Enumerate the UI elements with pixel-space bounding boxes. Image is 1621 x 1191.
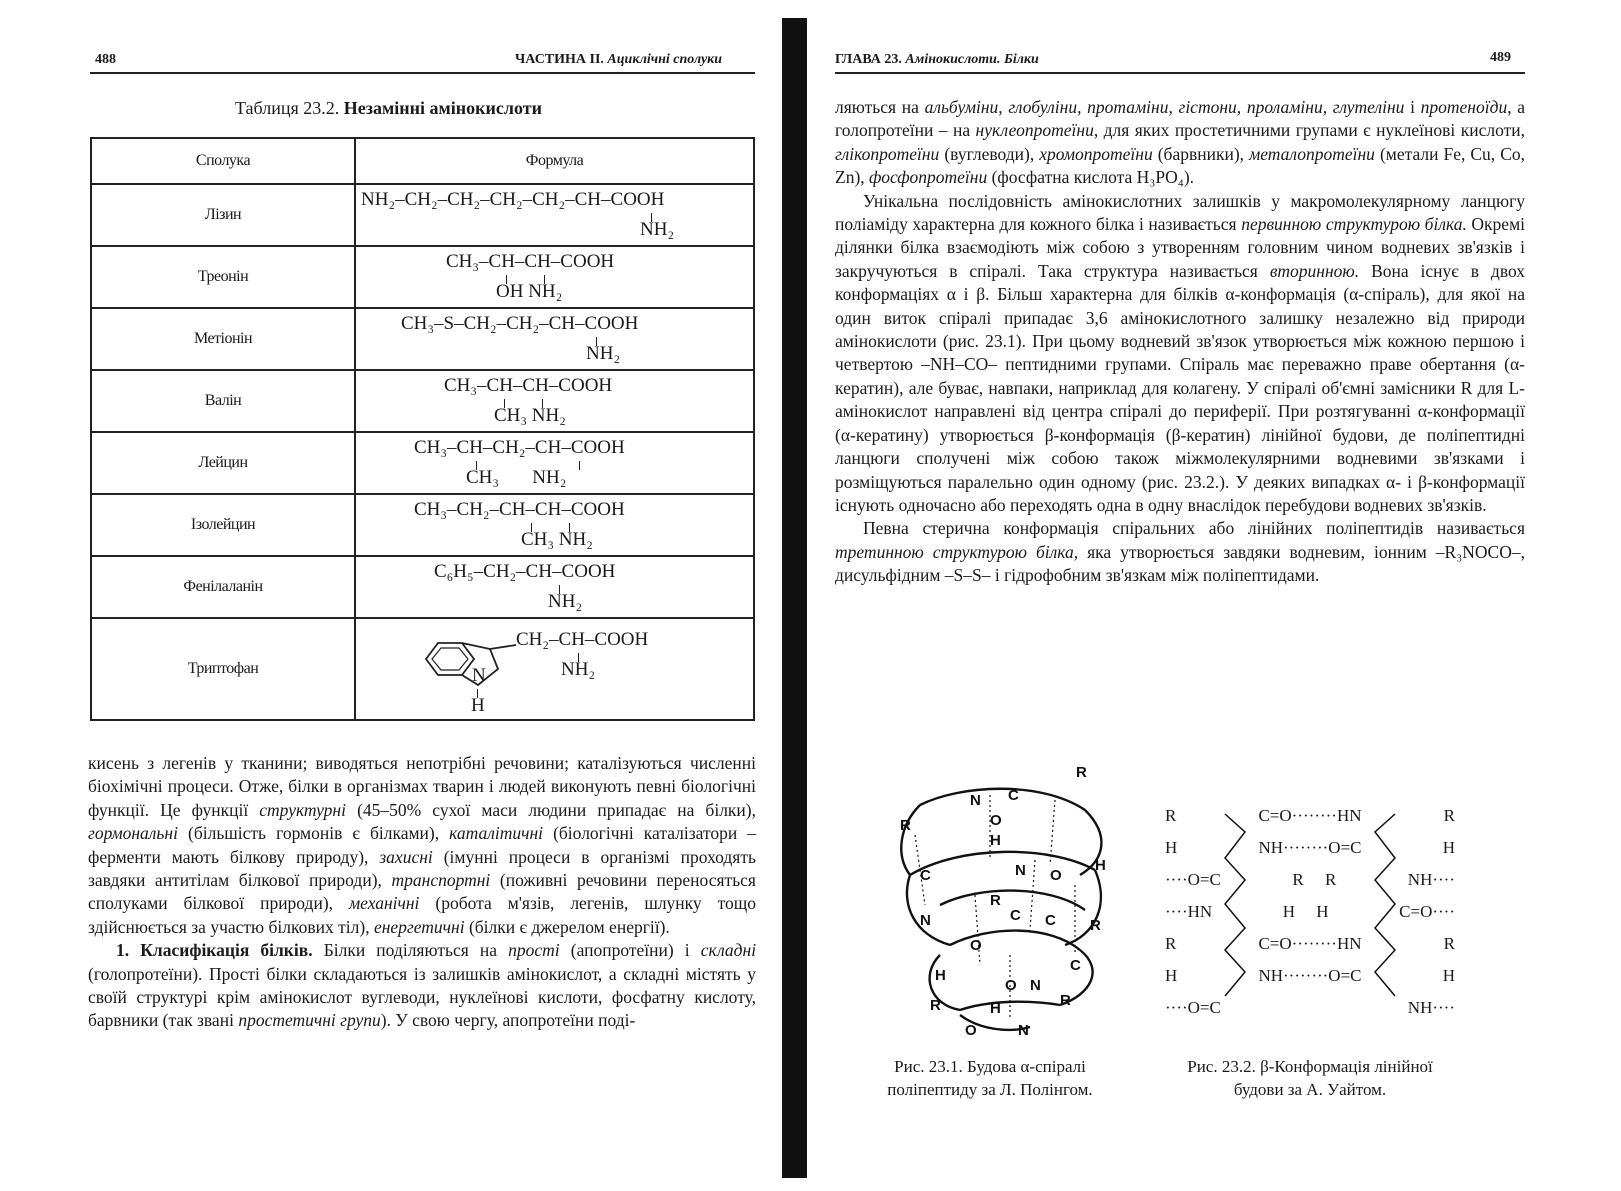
header-rule-right — [835, 72, 1525, 74]
text-run: (голопротеїни). Прості білки складаються із залишків амінокислот, а складні містять у своїй структурі крім амінокислот вуглеводи, нуклеїнові кислоти, фосфатну кислоту, барвники (так звані — [88, 963, 756, 1031]
paragraph — [835, 190, 1525, 518]
formula-line: CH₃–CH–CH–COOH — [444, 375, 613, 396]
table-header-row — [91, 138, 754, 184]
figure-caption-23-1: Рис. 23.1. Будова α-спіралі поліпептиду за Л. Полінгом. — [887, 1057, 1093, 1099]
helix-label-r: R — [1076, 765, 1087, 781]
helix-label-r: R — [930, 997, 941, 1014]
compound-name: Валін — [91, 370, 355, 432]
formula-line: C₆H₅–CH₂–CH–COOH — [434, 561, 616, 582]
term: глікопротеїни — [835, 143, 940, 164]
beta-center: C=O········HN — [1258, 934, 1362, 953]
helix-label-o: O — [970, 937, 982, 954]
table-row — [91, 556, 754, 618]
formula-line: CH₃–CH–CH–COOH — [446, 251, 615, 272]
header-title: Ациклічні сполуки — [607, 52, 723, 67]
beta-left: ····O=C — [1165, 998, 1221, 1017]
beta-row — [1165, 960, 1455, 992]
beta-center: NH········O=C — [1258, 838, 1362, 857]
right-page — [800, 0, 1621, 1191]
formula-cell — [355, 432, 754, 494]
text-run: для яких простетичними групами є нуклеїнові кислоти, — [1103, 120, 1525, 141]
helix-label-c: C — [920, 867, 931, 884]
helix-label-r: R — [1060, 992, 1071, 1009]
term: фосфопротеїни — [869, 167, 988, 188]
formula-line: CH₃–S–CH₂–CH₂–CH–COOH — [401, 313, 639, 334]
term: прості — [508, 940, 560, 961]
beta-right: R — [1443, 806, 1455, 825]
formula-line: CH₃–CH–CH₂–CH–COOH — [414, 437, 625, 458]
page-number-right: 489 — [1490, 50, 1511, 65]
helix-label-n: N — [920, 912, 931, 929]
table-row — [91, 370, 754, 432]
text-run: (вуглеводи), — [944, 143, 1035, 164]
formula-line: NH₂–CH₂–CH₂–CH₂–CH₂–CH–COOH — [361, 189, 665, 210]
helix-label-c: C — [1010, 907, 1021, 924]
table-row — [91, 432, 754, 494]
table-row — [91, 308, 754, 370]
table-row — [91, 184, 754, 246]
text-run: кисень з легенів у тканини; виводяться непотрібні речовини; каталізуються численні біохімічні процеси. Отже, білки в організмах тварин і людей виконують певні біологічні функції. Це функції — [88, 753, 756, 820]
formula-cell — [355, 246, 754, 308]
text-run: Білки поділяються на — [323, 940, 497, 961]
left-body-text — [88, 752, 756, 1033]
running-header-left — [515, 52, 722, 68]
term: протеноїди — [1420, 97, 1508, 117]
table-row — [91, 618, 754, 720]
beta-row — [1165, 992, 1455, 1024]
helix-label-n: N — [970, 792, 981, 809]
term: захисні — [379, 846, 433, 867]
helix-label-c: C — [1070, 957, 1081, 974]
text-run: , а голопротеїни – на — [835, 97, 1526, 141]
term: каталітичні — [449, 823, 544, 844]
formula-substituent: NH₂ — [561, 659, 596, 680]
helix-label-c: C — [1008, 787, 1019, 804]
formula-cell — [355, 308, 754, 370]
term: складні — [700, 940, 757, 961]
formula-substituent: CH₃ NH₂ — [521, 529, 593, 550]
term: альбуміни, глобуліни, протаміни, гістони, проламіни, глутеліни — [924, 97, 1405, 117]
text-run: Унікальна послідовність амінокислотних залишків у макромолекулярному ланцюгу поліаміду характерна для кожного білка і називається — [835, 190, 1525, 235]
ring-hydrogen: H — [471, 695, 485, 716]
formula-cell — [355, 370, 754, 432]
alpha-helix-diagram — [880, 765, 1120, 1045]
beta-sheet-labels — [1165, 800, 1455, 1024]
beta-left: H — [1165, 966, 1178, 985]
amino-acids-table — [90, 137, 755, 721]
compound-name: Фенілаланін — [91, 556, 355, 618]
term: первинною структурою білка. — [1241, 214, 1467, 235]
text-run: Вона існує в двох конформаціях α і β. Більш характерна для білків α-конформація (α-спіраль), для якої на один виток спіралі припадає 3,6 амінокислотного залишку незалежно від природи амінокислоти (рис. 23.1). При цьому водневий зв'язок утворюється між кожною першою і четвертою –NH–CO– пептидними групами. Спіраль має переважно праве обертання (α-кератин), але буває, навпаки, наприклад для колагену. У спіралі об'ємні замісники R для L-амінокислот направлені від центра спіралі до периферії. При розтягуванні α-конформації (α-кератину) утворюється β-конформація (β-кератин) лінійної будови, де поліпептидні ланцюги сполучені між собою також міжмолекулярними водневими зв'язками і розміщуються паралельно один одному (рис. 23.2.). У деяких випадках α- і β-конформації існують одночасно або переходять одна в одну внаслідок перебудови водневих зв'язків. — [835, 260, 1526, 515]
ring-nitrogen: N — [472, 665, 486, 686]
formula-line: CH₂–CH–COOH — [516, 629, 649, 650]
figure-caption-23-2: Рис. 23.2. β-Конформація лінійної будови за А. Уайтом. — [1187, 1057, 1433, 1099]
text-run: (45–50% сухої маси людини припадає на білки), — [357, 799, 757, 820]
helix-label-o: O — [1005, 977, 1017, 994]
term: простетичні групи — [238, 1010, 381, 1031]
formula-substituent: NH₂ — [548, 591, 583, 612]
formula-line: CH₃–CH₂–CH–CH–COOH — [414, 499, 625, 520]
text-run: і — [1410, 97, 1415, 117]
beta-center: C=O········HN — [1258, 806, 1362, 825]
term: гормональні — [88, 823, 178, 844]
compound-name: Ізолейцин — [91, 494, 355, 556]
term: структурні — [259, 799, 346, 820]
column-header-formula: Формула — [355, 138, 754, 184]
column-header-compound: Сполука — [91, 138, 355, 184]
table-row — [91, 494, 754, 556]
formula-substituent: CH₃ NH₂ — [494, 405, 566, 426]
formula-cell — [355, 556, 754, 618]
left-page — [0, 0, 785, 1191]
helix-label-r: R — [1090, 917, 1101, 934]
paragraph — [88, 939, 756, 1033]
text-run: (барвники), — [1157, 143, 1245, 164]
text-run: ляються на — [835, 97, 919, 117]
page-number-left: 488 — [95, 52, 116, 67]
table-row — [91, 246, 754, 308]
table-caption-prefix: Таблиця 23.2. — [235, 98, 340, 118]
text-run: (апопротеїни) і — [570, 940, 690, 961]
compound-name: Лізин — [91, 184, 355, 246]
beta-right: NH···· — [1407, 870, 1455, 889]
header-part: ЧАСТИНА II. — [515, 52, 604, 67]
beta-left: R — [1165, 806, 1177, 825]
term: металопротеїни — [1249, 143, 1375, 164]
beta-right: H — [1442, 966, 1455, 985]
compound-name: Треонін — [91, 246, 355, 308]
running-header-right — [835, 52, 1039, 68]
beta-right: R — [1443, 934, 1455, 953]
table-caption-title: Незамінні амінокислоти — [343, 98, 542, 118]
helix-label-h: H — [990, 832, 1001, 849]
text-run: (фосфатна кислота H₃PO₄). — [991, 167, 1195, 188]
beta-right: C=O···· — [1399, 902, 1455, 921]
helix-label-o: O — [990, 812, 1002, 829]
beta-row — [1165, 832, 1455, 864]
formula-substituent: NH₂ — [586, 343, 621, 364]
text-run: (більшість гормонів є білками), — [188, 823, 440, 844]
text-run: Окремі ділянки білка взаємодіють між собою з утворенням головним чином водневих зв'язків і закручуються в спіралі. Така структура називається — [835, 214, 1526, 281]
right-body-text — [835, 96, 1525, 588]
beta-center: NH········O=C — [1258, 966, 1362, 985]
helix-label-h: H — [990, 1000, 1001, 1017]
compound-name: Метіонін — [91, 308, 355, 370]
beta-left: ····O=C — [1165, 870, 1221, 889]
beta-row — [1165, 896, 1455, 928]
beta-left: R — [1165, 934, 1177, 953]
formula-substituent: OH NH₂ — [496, 281, 563, 302]
paragraph — [835, 96, 1525, 190]
header-part: ГЛАВА 23. — [835, 52, 902, 67]
term: енергетичні — [373, 916, 465, 937]
helix-label-h: H — [1095, 857, 1106, 874]
beta-left: H — [1165, 838, 1178, 857]
header-title: Амінокислоти. Білки — [905, 52, 1039, 67]
helix-label-r: R — [900, 817, 911, 834]
beta-row — [1165, 928, 1455, 960]
text-run: (біологічні каталізатори – ферменти мають білкову природу), — [88, 823, 757, 867]
term: хромопротеїни — [1039, 143, 1153, 164]
beta-row — [1165, 864, 1455, 896]
indole-ring-icon — [416, 629, 526, 699]
helix-label-n: N — [1018, 1022, 1029, 1039]
helix-label-h: H — [935, 967, 946, 984]
text-run: (імунні процеси в організмі проходять завдяки антитілам білкової природи), — [88, 846, 756, 891]
helix-label-r: R — [990, 892, 1001, 909]
formula-cell — [355, 618, 754, 720]
beta-left: ····HN — [1165, 902, 1213, 921]
beta-right: NH···· — [1407, 998, 1455, 1017]
text-run: ). У свою чергу, апопротеїни поді- — [380, 1010, 636, 1031]
beta-center: R R — [1292, 870, 1337, 889]
text-run: Певна стерична конформація спіральних або лінійних поліпептидів називається — [863, 518, 1525, 539]
formula-substituent: NH₂ — [640, 219, 675, 240]
text-run: (робота м'язів, легенів, шлунку тощо здійснюється за участю білкових тіл), — [88, 893, 757, 937]
compound-name: Лейцин — [91, 432, 355, 494]
helix-label-n: N — [1015, 862, 1026, 879]
text-run: (поживні речовини переносяться сполуками білкової природи), — [88, 870, 756, 914]
text-run: яка утворюється завдяки водневим, іонним –R₃NOCO–, дисульфідним –S–S– і гідрофобним зв'язкам між поліпептидами. — [835, 541, 1525, 586]
beta-right: H — [1442, 838, 1455, 857]
formula-cell — [355, 184, 754, 246]
helix-label-n: N — [1030, 977, 1041, 994]
term: транспортні — [391, 870, 491, 891]
formula-substituent: CH₃ NH₂ — [466, 467, 567, 488]
table-caption — [235, 98, 542, 119]
formula-cell — [355, 494, 754, 556]
helix-label-o: O — [1050, 867, 1062, 884]
paragraph — [835, 517, 1525, 587]
term: нуклеопротеїни, — [975, 120, 1099, 141]
term: вторинною. — [1269, 260, 1360, 281]
paragraph — [88, 752, 756, 939]
helix-label-o: O — [965, 1022, 977, 1039]
beta-row — [1165, 800, 1455, 832]
bond-line — [579, 461, 580, 470]
term: механічні — [348, 893, 420, 914]
helix-label-c: C — [1045, 912, 1056, 929]
text-run: (білки є джерелом енергії). — [468, 916, 670, 937]
section-heading: 1. Класифікація білків. — [116, 940, 313, 961]
text-run: (метали Fe, Cu, Co, Zn), — [835, 143, 1525, 188]
beta-center: H H — [1282, 902, 1329, 921]
compound-name: Триптофан — [91, 618, 355, 720]
term: третинною структурою білка, — [835, 541, 1079, 562]
header-rule-left — [90, 72, 755, 74]
